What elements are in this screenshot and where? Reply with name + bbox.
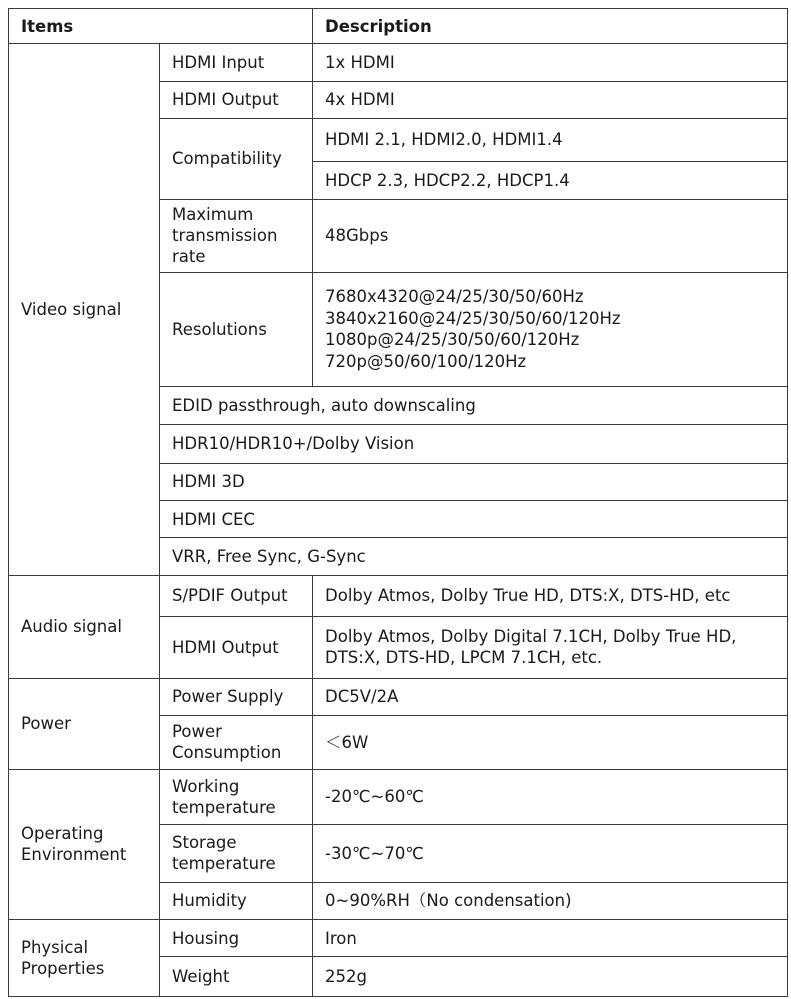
- audio-format-line: DTS:X, DTS-HD, LPCM 7.1CH, etc.: [325, 648, 603, 668]
- category-power: Power: [9, 678, 160, 769]
- max-rate-label: Maximum transmission rate: [160, 199, 313, 272]
- housing-value: Iron: [313, 920, 788, 957]
- compatibility-hdcp-value: HDCP 2.3, HDCP2.2, HDCP1.4: [313, 161, 788, 199]
- header-description: Description: [313, 9, 788, 44]
- weight-label: Weight: [160, 957, 313, 997]
- category-physical-properties: Physical Properties: [9, 920, 160, 997]
- resolutions-label: Resolutions: [160, 272, 313, 386]
- resolution-line: 7680x4320@24/25/30/50/60Hz: [325, 287, 584, 307]
- audio-format-line: Dolby Atmos, Dolby Digital 7.1CH, Dolby True HD,: [325, 627, 737, 647]
- feature-hdr: HDR10/HDR10+/Dolby Vision: [160, 425, 788, 463]
- power-supply-value: DC5V/2A: [313, 678, 788, 715]
- housing-label: Housing: [160, 920, 313, 957]
- working-temperature-value: -20℃~60℃: [313, 769, 788, 825]
- table-row: [9, 678, 788, 715]
- weight-value: 252g: [313, 957, 788, 997]
- power-consumption-value: ＜6W: [313, 716, 788, 770]
- compatibility-hdmi-value: HDMI 2.1, HDMI2.0, HDMI1.4: [313, 119, 788, 161]
- humidity-value: 0~90%RH（No condensation): [313, 882, 788, 919]
- humidity-label: Humidity: [160, 882, 313, 919]
- resolution-line: 720p@50/60/100/120Hz: [325, 351, 527, 371]
- storage-temperature-value: -30℃~70℃: [313, 825, 788, 883]
- table-row: [9, 769, 788, 825]
- feature-edid: EDID passthrough, auto downscaling: [160, 386, 788, 424]
- header-items: Items: [9, 9, 313, 44]
- storage-temperature-label: Storage temperature: [160, 825, 313, 883]
- max-rate-value: 48Gbps: [313, 199, 788, 272]
- audio-hdmi-output-value: [313, 617, 788, 679]
- table-row: [9, 575, 788, 616]
- power-supply-label: Power Supply: [160, 678, 313, 715]
- feature-vrr: VRR, Free Sync, G-Sync: [160, 538, 788, 575]
- audio-hdmi-output-label: HDMI Output: [160, 617, 313, 679]
- hdmi-output-label: HDMI Output: [160, 81, 313, 118]
- resolutions-value: [313, 272, 788, 386]
- table-row: [9, 44, 788, 81]
- table-header-row: [9, 9, 788, 44]
- feature-3d: HDMI 3D: [160, 463, 788, 500]
- category-audio-signal: Audio signal: [9, 575, 160, 678]
- working-temperature-label: Working temperature: [160, 769, 313, 825]
- spec-table: [8, 8, 788, 997]
- table-row: [9, 920, 788, 957]
- spdif-output-label: S/PDIF Output: [160, 575, 313, 616]
- category-video-signal: Video signal: [9, 44, 160, 575]
- category-operating-environment: Operating Environment: [9, 769, 160, 920]
- resolution-line: 1080p@24/25/30/50/60/120Hz: [325, 330, 580, 350]
- hdmi-output-value: 4x HDMI: [313, 81, 788, 118]
- power-consumption-label: Power Consumption: [160, 716, 313, 770]
- compatibility-label: Compatibility: [160, 119, 313, 200]
- hdmi-input-value: 1x HDMI: [313, 44, 788, 81]
- feature-cec: HDMI CEC: [160, 500, 788, 537]
- resolution-line: 3840x2160@24/25/30/50/60/120Hz: [325, 308, 621, 328]
- hdmi-input-label: HDMI Input: [160, 44, 313, 81]
- spdif-output-value: Dolby Atmos, Dolby True HD, DTS:X, DTS-HD, etc: [313, 575, 788, 616]
